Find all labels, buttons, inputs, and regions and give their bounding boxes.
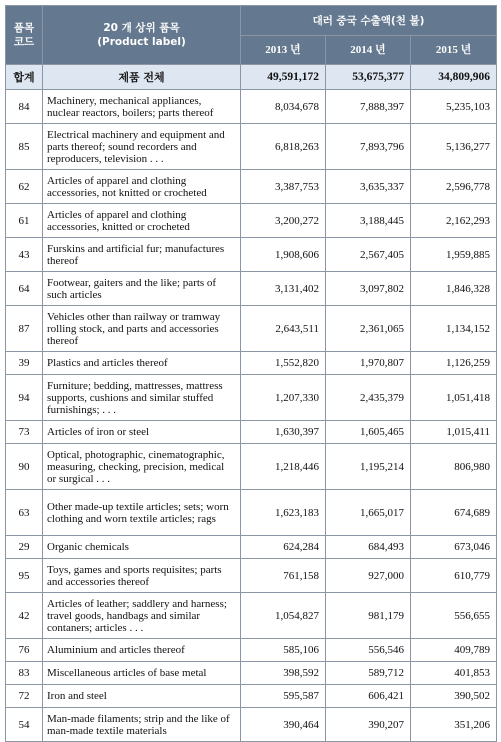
row-product-label: Articles of apparel and clothing accessories, not knitted or crocheted — [43, 170, 241, 204]
row-value-2013: 390,464 — [241, 708, 326, 742]
table-row — [6, 559, 497, 593]
header-year-2013: 2013 년 — [241, 36, 326, 65]
row-value-2014: 2,435,379 — [326, 375, 411, 421]
row-product-label: Vehicles other than railway or tramway rolling stock, and parts and accessories thereof — [43, 306, 241, 352]
table-row — [6, 204, 497, 238]
row-value-2015: 1,846,328 — [411, 272, 497, 306]
row-value-2014: 3,188,445 — [326, 204, 411, 238]
row-value-2014: 589,712 — [326, 662, 411, 685]
row-value-2015: 1,959,885 — [411, 238, 497, 272]
row-product-label: Machinery, mechanical appliances, nuclear reactors, boilers; parts thereof — [43, 90, 241, 124]
row-value-2013: 1,630,397 — [241, 421, 326, 444]
row-value-2015: 5,136,277 — [411, 124, 497, 170]
total-code: 합계 — [6, 65, 43, 90]
row-value-2013: 595,587 — [241, 685, 326, 708]
row-value-2013: 1,552,820 — [241, 352, 326, 375]
row-value-2015: 1,015,411 — [411, 421, 497, 444]
header-product-label — [43, 6, 241, 65]
row-value-2015: 806,980 — [411, 444, 497, 490]
row-code: 61 — [6, 204, 43, 238]
table-row — [6, 444, 497, 490]
row-value-2015: 1,134,152 — [411, 306, 497, 352]
row-code: 42 — [6, 593, 43, 639]
row-code: 85 — [6, 124, 43, 170]
row-product-label: Other made-up textile articles; sets; worn clothing and worn textile articles; rags — [43, 490, 241, 536]
row-code: 94 — [6, 375, 43, 421]
table-row — [6, 421, 497, 444]
row-value-2013: 1,623,183 — [241, 490, 326, 536]
row-value-2014: 390,207 — [326, 708, 411, 742]
row-product-label: Iron and steel — [43, 685, 241, 708]
row-value-2015: 673,046 — [411, 536, 497, 559]
row-code: 87 — [6, 306, 43, 352]
row-value-2014: 2,361,065 — [326, 306, 411, 352]
row-product-label: Electrical machinery and equipment and parts thereof; sound recorders and reproducers, television . . . — [43, 124, 241, 170]
row-value-2015: 556,655 — [411, 593, 497, 639]
header-product-code — [6, 6, 43, 65]
row-product-label: Aluminium and articles thereof — [43, 639, 241, 662]
table-row — [6, 375, 497, 421]
header-code-line1: 품목 — [13, 22, 35, 34]
row-value-2013: 6,818,263 — [241, 124, 326, 170]
row-value-2013: 3,387,753 — [241, 170, 326, 204]
row-code: 39 — [6, 352, 43, 375]
row-value-2014: 1,195,214 — [326, 444, 411, 490]
export-table-container — [5, 5, 496, 742]
row-value-2015: 610,779 — [411, 559, 497, 593]
row-value-2015: 401,853 — [411, 662, 497, 685]
row-value-2015: 2,162,293 — [411, 204, 497, 238]
table-row — [6, 90, 497, 124]
row-product-label: Articles of leather; saddlery and harness; travel goods, handbags and similar contaners; articles . . . — [43, 593, 241, 639]
row-code: 76 — [6, 639, 43, 662]
total-label: 제품 전체 — [43, 65, 241, 90]
row-value-2013: 1,908,606 — [241, 238, 326, 272]
total-2013: 49,591,172 — [241, 65, 326, 90]
row-value-2015: 2,596,778 — [411, 170, 497, 204]
row-value-2013: 761,158 — [241, 559, 326, 593]
row-product-label: Articles of iron or steel — [43, 421, 241, 444]
row-code: 64 — [6, 272, 43, 306]
row-product-label: Organic chemicals — [43, 536, 241, 559]
row-code: 73 — [6, 421, 43, 444]
row-value-2014: 606,421 — [326, 685, 411, 708]
row-code: 63 — [6, 490, 43, 536]
row-product-label: Man-made filaments; strip and the like of man-made textile materials — [43, 708, 241, 742]
row-product-label: Furskins and artificial fur; manufactures thereof — [43, 238, 241, 272]
row-value-2013: 3,131,402 — [241, 272, 326, 306]
row-value-2014: 7,893,796 — [326, 124, 411, 170]
row-product-label: Furniture; bedding, mattresses, mattress supports, cushions and similar stuffed furnishings; . . . — [43, 375, 241, 421]
row-value-2013: 624,284 — [241, 536, 326, 559]
header-label-line2: (Product label) — [97, 36, 186, 48]
row-product-label: Plastics and articles thereof — [43, 352, 241, 375]
header-year-2014: 2014 년 — [326, 36, 411, 65]
row-value-2014: 2,567,405 — [326, 238, 411, 272]
row-value-2013: 2,643,511 — [241, 306, 326, 352]
row-value-2013: 1,054,827 — [241, 593, 326, 639]
row-value-2015: 390,502 — [411, 685, 497, 708]
row-value-2014: 1,605,465 — [326, 421, 411, 444]
row-code: 43 — [6, 238, 43, 272]
row-value-2014: 981,179 — [326, 593, 411, 639]
row-value-2013: 1,207,330 — [241, 375, 326, 421]
table-row — [6, 685, 497, 708]
table-row — [6, 536, 497, 559]
row-value-2014: 1,665,017 — [326, 490, 411, 536]
row-code: 95 — [6, 559, 43, 593]
table-row — [6, 708, 497, 742]
header-code-line2: 코드 — [13, 36, 35, 48]
row-value-2014: 1,970,807 — [326, 352, 411, 375]
row-code: 29 — [6, 536, 43, 559]
export-table — [5, 5, 497, 742]
row-value-2013: 3,200,272 — [241, 204, 326, 238]
row-value-2013: 585,106 — [241, 639, 326, 662]
total-2014: 53,675,377 — [326, 65, 411, 90]
table-row — [6, 490, 497, 536]
row-value-2015: 674,689 — [411, 490, 497, 536]
row-product-label: Toys, games and sports requisites; parts and accessories thereof — [43, 559, 241, 593]
table-row — [6, 662, 497, 685]
table-row — [6, 639, 497, 662]
row-value-2014: 3,635,337 — [326, 170, 411, 204]
table-row — [6, 238, 497, 272]
row-value-2014: 3,097,802 — [326, 272, 411, 306]
header-label-line1: 20 개 상위 품목 — [103, 22, 180, 34]
row-value-2015: 1,126,259 — [411, 352, 497, 375]
table-row — [6, 170, 497, 204]
row-value-2014: 684,493 — [326, 536, 411, 559]
header-year-2015: 2015 년 — [411, 36, 497, 65]
row-product-label: Articles of apparel and clothing accessories, knitted or crocheted — [43, 204, 241, 238]
row-code: 90 — [6, 444, 43, 490]
table-row — [6, 352, 497, 375]
table-row — [6, 593, 497, 639]
row-value-2013: 398,592 — [241, 662, 326, 685]
row-value-2014: 556,546 — [326, 639, 411, 662]
row-value-2013: 8,034,678 — [241, 90, 326, 124]
row-value-2013: 1,218,446 — [241, 444, 326, 490]
row-code: 83 — [6, 662, 43, 685]
table-row — [6, 124, 497, 170]
row-value-2014: 7,888,397 — [326, 90, 411, 124]
table-row — [6, 306, 497, 352]
table-row — [6, 272, 497, 306]
row-value-2014: 927,000 — [326, 559, 411, 593]
row-value-2015: 351,206 — [411, 708, 497, 742]
row-code: 84 — [6, 90, 43, 124]
total-2015: 34,809,906 — [411, 65, 497, 90]
row-value-2015: 1,051,418 — [411, 375, 497, 421]
header-export-group: 대러 중국 수출액(천 불) — [241, 6, 497, 36]
row-code: 72 — [6, 685, 43, 708]
row-product-label: Optical, photographic, cinematographic, measuring, checking, precision, medical or surgical . . . — [43, 444, 241, 490]
row-product-label: Miscellaneous articles of base metal — [43, 662, 241, 685]
row-code: 54 — [6, 708, 43, 742]
total-row — [6, 65, 497, 90]
row-product-label: Footwear, gaiters and the like; parts of such articles — [43, 272, 241, 306]
row-value-2015: 5,235,103 — [411, 90, 497, 124]
row-code: 62 — [6, 170, 43, 204]
row-value-2015: 409,789 — [411, 639, 497, 662]
